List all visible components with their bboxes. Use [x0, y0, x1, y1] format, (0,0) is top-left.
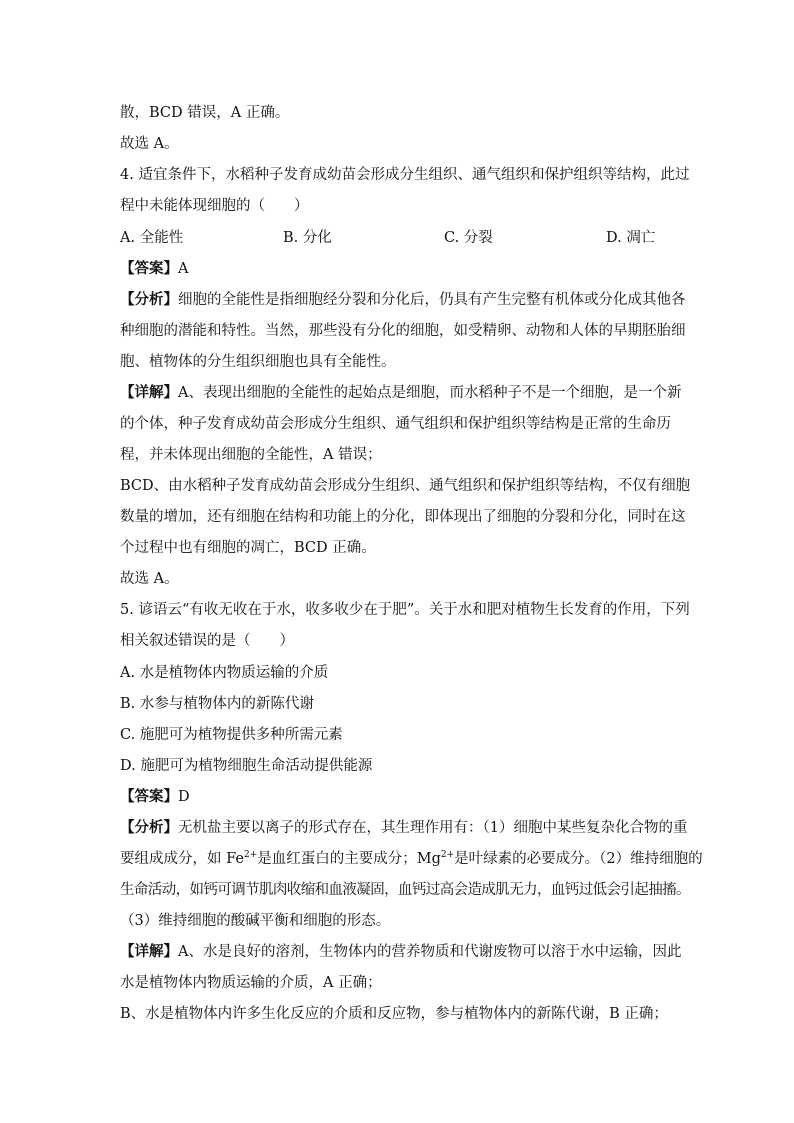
question-5-stem: 5. 谚语云“有收无收在于水，收多收少在于肥”。关于水和肥对植物生长发育的作用，下列: [120, 602, 690, 618]
ion-charge: 2+: [243, 850, 258, 861]
detail-tag: 【详解】: [120, 384, 178, 401]
analysis-line: [120, 818, 687, 838]
question-5-stem: 相关叙述错误的是（ ）: [120, 633, 294, 649]
detail-line: B、水是植物体内许多生化反应的介质和反应物，参与植物体内的新陈代谢，B 正确；: [120, 1006, 668, 1022]
detail-line: 水是植物体内物质运输的介质，A 正确；: [120, 975, 382, 991]
analysis-line: 种细胞的潜能和特性。当然，那些没有分化的细胞，如受精卵、动物和人体的早期胚胎细: [120, 323, 686, 339]
detail-line: [120, 942, 681, 962]
analysis-line: 生命活动，如钙可调节肌肉收缩和血液凝固，血钙过高会造成肌无力，血钙过低会引起抽搐。: [120, 882, 690, 898]
detail-line: 的个体，种子发育成幼苗会形成分生组织、通气组织和保护组织等结构是正常的生命历: [120, 416, 671, 432]
analysis-tag: 【分析】: [120, 291, 178, 308]
detail-tag: 【详解】: [120, 943, 178, 960]
analysis-text: 是血红蛋白的主要成分；Mg: [257, 851, 441, 867]
analysis-tag: 【分析】: [120, 819, 178, 836]
text-line: 故选 A。: [120, 136, 179, 152]
option-a: A. 全能性: [120, 230, 184, 246]
text-line: 散，BCD 错误，A 正确。: [120, 105, 290, 121]
answer-value: A: [178, 261, 189, 277]
option-b: B. 分化: [283, 230, 332, 246]
detail-text: A、表现出细胞的全能性的起始点是细胞，而水稻种子不是一个细胞，是一个新: [178, 385, 682, 401]
option-d: D. 凋亡: [606, 230, 656, 246]
option-c: C. 分裂: [444, 230, 493, 246]
detail-line: 程，并未体现出细胞的全能性，A 错误；: [120, 447, 382, 463]
select-line: 故选 A。: [120, 571, 179, 587]
answer-line: [120, 259, 188, 279]
analysis-text: 是叶绿素的必要成分。（2）维持细胞的: [454, 851, 703, 867]
option-d: D. 施肥可为植物细胞生命活动提供能源: [120, 758, 373, 774]
detail-line: 个过程中也有细胞的凋亡，BCD 正确。: [120, 540, 376, 556]
answer-tag: 【答案】: [120, 788, 178, 805]
analysis-line: （3）维持细胞的酸碱平衡和细胞的形态。: [120, 913, 391, 929]
question-4-stem: 程中未能体现细胞的（ ）: [120, 198, 309, 214]
analysis-line: 胞、植物体的分生组织细胞也具有全能性。: [120, 354, 396, 370]
option-c: C. 施肥可为植物提供多种所需元素: [120, 727, 343, 743]
analysis-text: 细胞的全能性是指细胞经分裂和分化后，仍具有产生完整有机体或分化成其他各: [178, 292, 686, 308]
answer-line: [120, 787, 190, 807]
analysis-line: [120, 849, 703, 869]
option-b: B. 水参与植物体内的新陈代谢: [120, 696, 314, 712]
analysis-text: 要组成成分，如 Fe: [120, 851, 244, 867]
detail-line: 数量的增加，还有细胞在结构和功能上的分化，即体现出了细胞的分裂和分化，同时在这: [120, 509, 686, 525]
question-4-stem: 4. 适宜条件下，水稻种子发育成幼苗会形成分生组织、通气组织和保护组织等结构，此过: [120, 167, 690, 183]
analysis-text: 无机盐主要以离子的形式存在，其生理作用有：（1）细胞中某些复杂化合物的重: [178, 820, 688, 836]
ion-charge: 2+: [440, 850, 455, 861]
detail-line: [120, 383, 681, 403]
answer-value: D: [178, 789, 190, 805]
option-a: A. 水是植物体内物质运输的介质: [120, 665, 329, 681]
analysis-line: [120, 290, 686, 310]
answer-tag: 【答案】: [120, 260, 178, 277]
detail-text: A、水是良好的溶剂，生物体内的营养物质和代谢废物可以溶于水中运输，因此: [178, 944, 682, 960]
detail-line: BCD、由水稻种子发育成幼苗会形成分生组织、通气组织和保护组织等结构，不仅有细胞: [120, 478, 691, 494]
